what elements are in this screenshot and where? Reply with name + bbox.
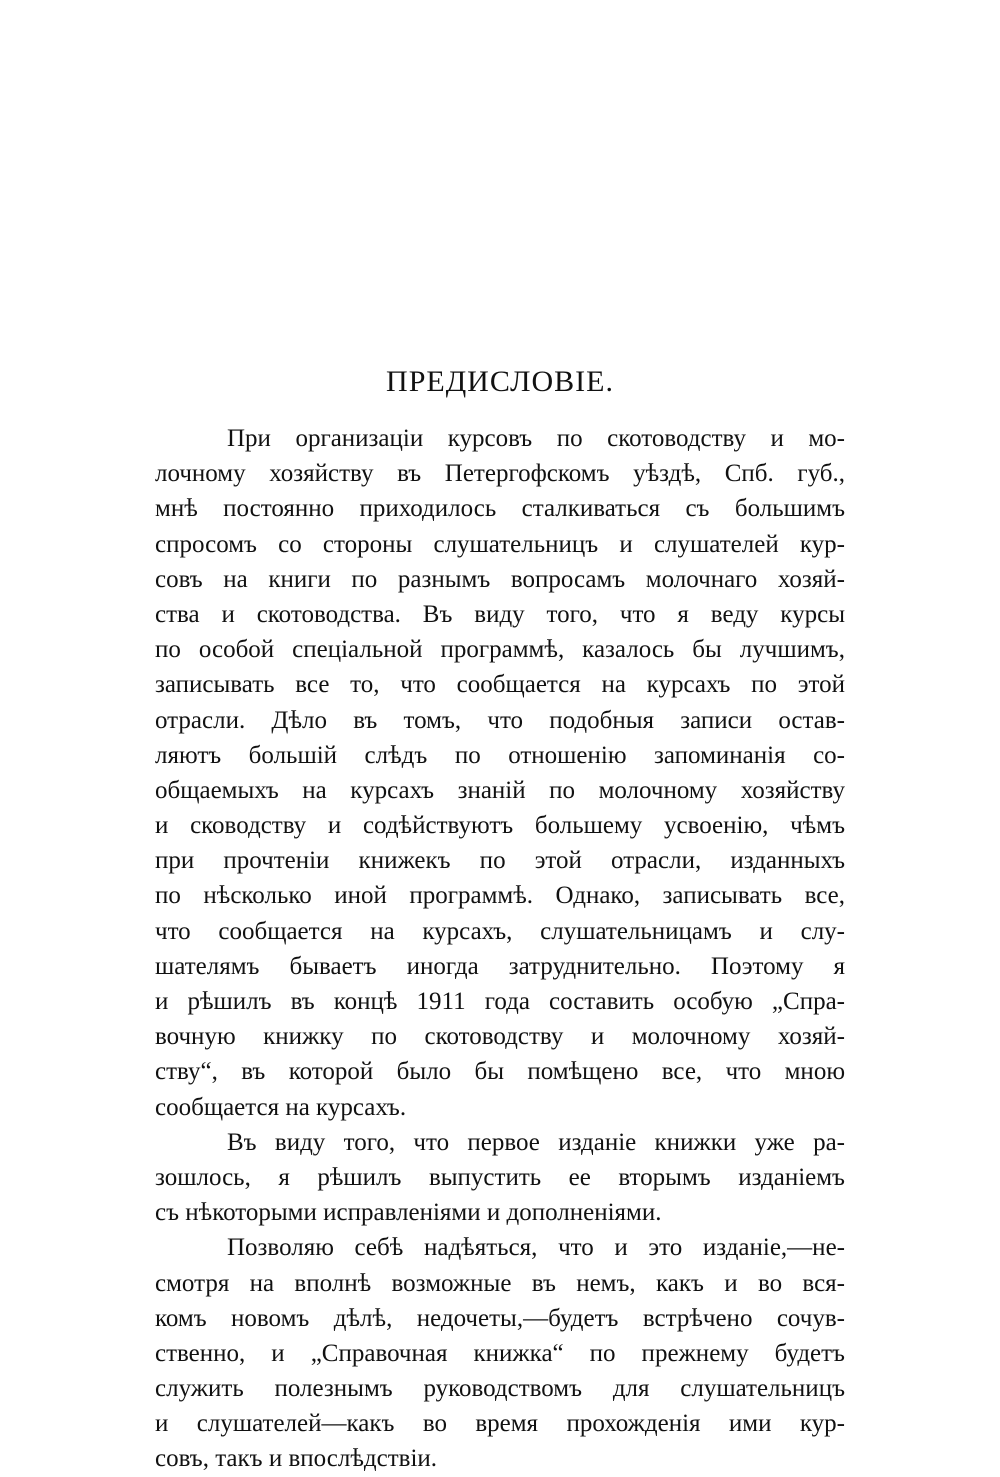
text-line: комъ новомъ дѣлѣ, недочеты,—будетъ встрѣчено сочув- <box>155 1304 845 1332</box>
text-line: Въ виду того, что первое изданiе книжки уже ра- <box>227 1128 845 1156</box>
text-line: общаемыхъ на курсахъ знанiй по молочному хозяйству <box>155 776 845 804</box>
text-line: зошлось, я рѣшилъ выпустить ее вторымъ изданiемъ <box>155 1163 845 1191</box>
text-line: ству“, въ которой было бы помѣщено все, что мною <box>155 1058 845 1086</box>
text-line: смотря на вполнѣ возможные въ немъ, какъ и во вся- <box>155 1269 845 1297</box>
text-line: совъ на книги по разнымъ вопросамъ молочнаго хозяй- <box>155 565 845 593</box>
text-line: и рѣшилъ въ концѣ 1911 года составить особую „Спра- <box>155 988 845 1015</box>
text-line: вочную книжку по скотоводству и молочному хозяй- <box>155 1023 845 1051</box>
text-line: сообщается на курсахъ. <box>155 1093 407 1121</box>
text-line: и сководству и содѣйствуютъ большему усвоенiю, чѣмъ <box>155 812 845 840</box>
text-line: ляютъ большiй слѣдъ по отношенiю запоминанiя со- <box>155 741 845 769</box>
text-line: записывать все то, что сообщается на курсахъ по этой <box>155 671 845 699</box>
text-line: по особой спецiальной программѣ, казалось бы лучшимъ, <box>155 636 845 664</box>
text-line: и слушателей—какъ во время прохожденiя ими кур- <box>155 1410 845 1438</box>
paragraph <box>155 1230 845 1476</box>
text-line: совъ, такъ и впослѣдствiи. <box>155 1445 438 1473</box>
text-line: спросомъ со стороны слушательницъ и слушателей кур- <box>155 530 845 558</box>
text-line: ства и скотоводства. Въ виду того, что я веду курсы <box>155 600 845 628</box>
preface-text <box>155 421 845 1477</box>
text-line: При организацiи курсовъ по скотоводству и мо- <box>227 425 845 452</box>
text-line: Позволяю себѣ надѣяться, что и это изданiе,—не- <box>227 1234 845 1262</box>
text-line: шателямъ бываетъ иногда затруднительно. Поэтому я <box>155 952 845 980</box>
text-line: ственно, и „Справочная книжка“ по прежнему будетъ <box>155 1339 845 1367</box>
text-line: съ нѣкоторыми исправленiями и дополненiями. <box>155 1199 662 1227</box>
text-line: служить полезнымъ руководствомъ для слушательницъ <box>155 1375 845 1403</box>
text-line: мнѣ постоянно приходилось сталкиваться съ большимъ <box>155 495 845 523</box>
page-title: ПРЕДИСЛОВIЕ. <box>386 365 614 398</box>
text-line: что сообщается на курсахъ, слушательницамъ и слу- <box>155 917 845 945</box>
text-line: лочному хозяйству въ Петергофскомъ уѣздѣ, Спб. губ., <box>155 460 845 488</box>
text-line: при прочтенiи книжекъ по этой отрасли, изданныхъ <box>155 847 845 875</box>
paragraph <box>155 1125 845 1231</box>
text-line: отрасли. Дѣло въ томъ, что подобныя записи остав- <box>155 706 845 734</box>
paragraph <box>155 421 845 1125</box>
text-line: по нѣсколько иной программѣ. Однако, записывать все, <box>155 882 845 910</box>
